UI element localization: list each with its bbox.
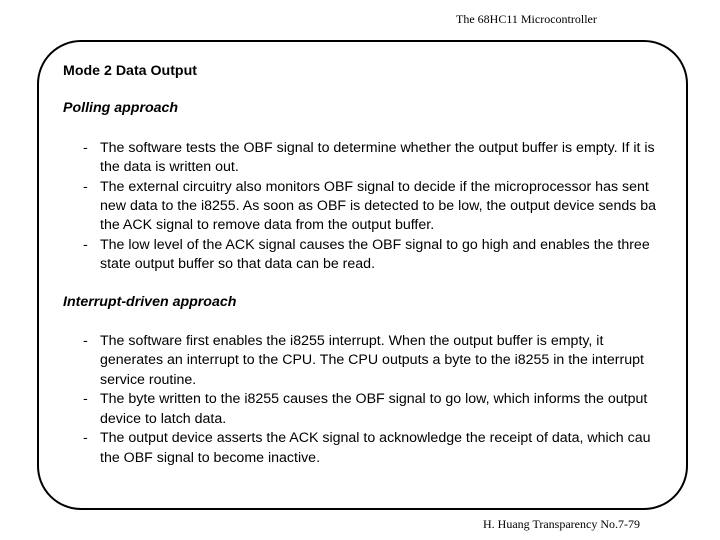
bullet-line: generates an interrupt to the CPU. The CPU outputs a byte to the i8255 in the interrupt: [100, 352, 644, 369]
bullet-line: - The output device asserts the ACK signal to acknowledge the receipt of data, which cau: [100, 430, 651, 447]
interrupt-heading: Interrupt-driven approach: [63, 293, 237, 310]
slide-content: [63, 62, 720, 502]
polling-heading: Polling approach: [63, 100, 179, 117]
header-title: The 68HC11 Microcontroller: [456, 12, 597, 26]
polling-bullet: [63, 236, 720, 275]
bullet-line: - The byte written to the i8255 causes the OBF signal to go low, which informs the output: [100, 391, 648, 408]
bullet-line: the ACK signal to remove data from the output buffer.: [100, 217, 435, 234]
bullet-line: - The software tests the OBF signal to determine whether the output buffer is empty. If it is: [100, 139, 655, 156]
bullet-line: the data is written out.: [100, 159, 239, 176]
bullet-line: device to latch data.: [100, 410, 227, 427]
bullet-line: - The external circuitry also monitors OBF signal to decide if the microprocessor has sent: [100, 178, 649, 195]
interrupt-bullet: [63, 429, 720, 468]
bullet-line: service routine.: [100, 371, 197, 388]
interrupt-list: [63, 332, 720, 468]
footer-text: H. Huang Transparency No.7-79: [483, 517, 640, 531]
bullet-line: - The software first enables the i8255 interrupt. When the output buffer is empty, it: [100, 333, 604, 350]
polling-bullet: [63, 139, 720, 178]
polling-list: [63, 139, 720, 275]
polling-bullet: [63, 178, 720, 236]
bullet-line: state output buffer so that data can be read.: [100, 256, 376, 273]
interrupt-bullet: [63, 332, 720, 390]
interrupt-bullet: [63, 390, 720, 429]
bullet-line: - The low level of the ACK signal causes the OBF signal to go high and enables the three: [100, 236, 650, 253]
bullet-line: new data to the i8255. As soon as OBF is detected to be low, the output device sends ba: [100, 198, 657, 215]
bullet-line: the OBF signal to become inactive.: [100, 449, 321, 466]
slide-title: Mode 2 Data Output: [63, 63, 197, 79]
